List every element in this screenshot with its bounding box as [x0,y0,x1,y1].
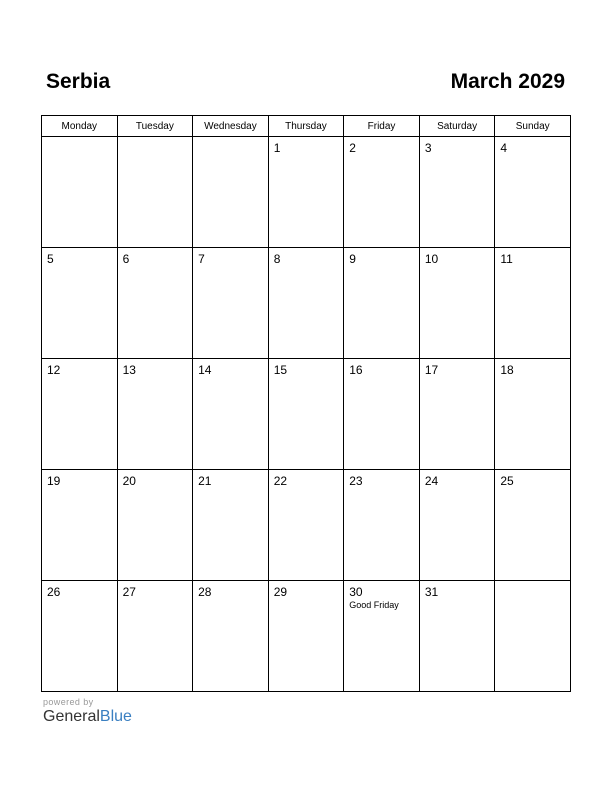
weekday-header: Tuesday [117,116,193,137]
day-number: 2 [349,141,356,155]
day-number: 16 [349,363,363,377]
day-cell [117,581,193,692]
day-number: 6 [122,252,130,266]
generalblue-logo [43,708,132,726]
day-cell [193,137,269,248]
day-number: 18 [500,363,514,377]
day-cell [117,359,193,470]
day-number [193,137,268,142]
country-title: Serbia [46,70,111,93]
day-cell [193,470,269,581]
weekday-header: Monday [42,116,118,137]
day-cell [419,248,495,359]
day-number: 12 [47,363,61,377]
day-number: 28 [198,585,212,599]
day-cell [344,248,420,359]
weekday-header: Sunday [495,116,571,137]
day-number: 11 [500,252,513,266]
week-row [42,470,571,581]
day-cell [495,470,571,581]
day-number: 4 [500,141,508,155]
day-cell [419,359,495,470]
day-cell [344,581,420,692]
day-cell [117,248,193,359]
day-number [118,137,193,142]
powered-by-label: powered by [43,697,94,707]
day-cell [268,248,344,359]
day-number: 21 [198,474,212,488]
day-cell [495,248,571,359]
day-number: 3 [424,141,432,155]
weekday-header: Wednesday [193,116,269,137]
day-cell [268,581,344,692]
day-number: 1 [273,141,281,155]
day-cell [495,359,571,470]
day-cell [495,137,571,248]
day-number: 14 [198,363,212,377]
calendar-grid [41,115,571,692]
day-cell [42,470,118,581]
day-cell [419,137,495,248]
day-number: 15 [273,363,288,377]
week-row [42,359,571,470]
day-cell [42,137,118,248]
day-cell [268,359,344,470]
brand-general-text: General [43,708,100,725]
day-number: 23 [349,474,363,488]
day-number: 9 [349,252,356,266]
day-cell [268,137,344,248]
day-cell [42,581,118,692]
day-number [495,581,570,586]
day-number: 13 [122,363,136,377]
day-number: 31 [424,585,439,599]
day-cell [193,248,269,359]
day-number: 10 [424,252,439,266]
day-number: 27 [122,585,136,599]
month-year-title: March 2029 [450,70,565,93]
day-number: 7 [198,252,205,266]
footer-branding [43,697,132,726]
day-cell [193,581,269,692]
day-number: 5 [47,252,54,266]
day-number: 25 [500,474,514,488]
brand-blue-text: Blue [99,708,132,725]
day-number: 8 [273,252,281,266]
week-row [42,248,571,359]
week-row [42,137,571,248]
day-cell [117,470,193,581]
day-cell [42,359,118,470]
day-cell [344,470,420,581]
day-cell [42,248,118,359]
weekday-header: Thursday [268,116,344,137]
day-cell [268,470,344,581]
day-number: 17 [424,363,439,377]
day-number: 19 [47,474,61,488]
day-number: 29 [273,585,288,599]
day-cell [495,581,571,692]
day-number: 24 [424,474,439,488]
weekday-header-row [42,116,571,137]
day-cell [419,470,495,581]
day-cell [193,359,269,470]
day-number [42,137,117,142]
weekday-header: Saturday [419,116,495,137]
day-cell [344,137,420,248]
day-number: 26 [47,585,61,599]
day-number: 22 [273,474,288,488]
week-row [42,581,571,692]
weekday-header: Friday [344,116,420,137]
day-cell [344,359,420,470]
day-cell [419,581,495,692]
holiday-label: Good Friday [349,600,399,610]
day-number: 20 [122,474,136,488]
day-cell [117,137,193,248]
day-number: 30 [349,585,363,599]
